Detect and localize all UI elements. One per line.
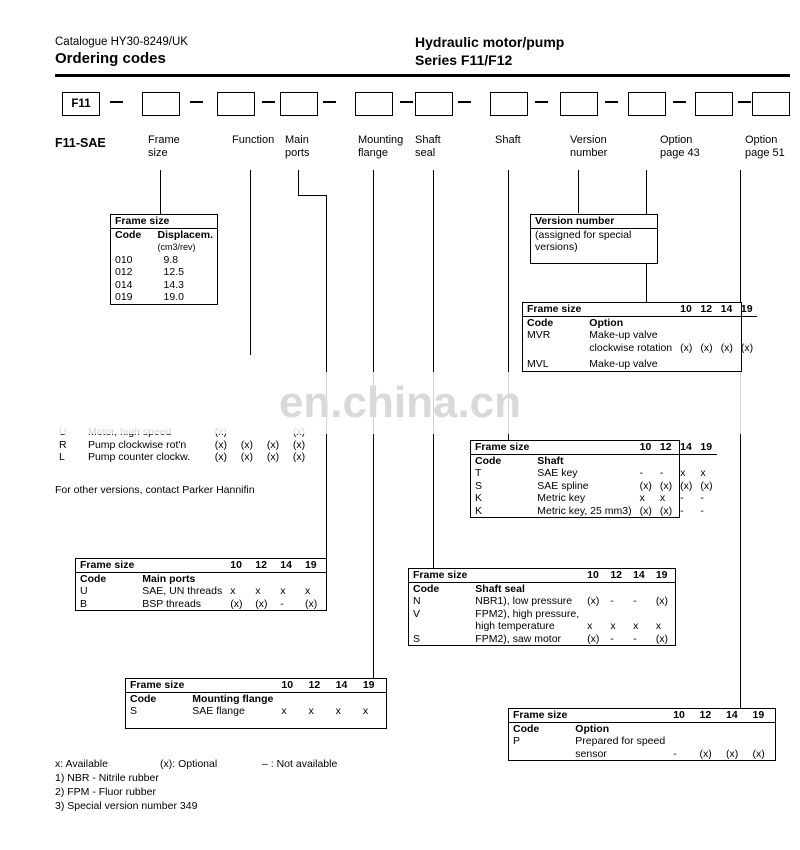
option51-desc-cont: sensor <box>575 747 607 760</box>
mounting-flange-col-code: Code <box>130 692 157 705</box>
option43-desc: Make-up valve <box>589 358 658 370</box>
option43-col-code: Code <box>527 316 554 329</box>
shaft-col-shaft: Shaft <box>537 454 564 467</box>
legend-optional: (x): Optional <box>160 758 218 770</box>
model-label: F11-SAE <box>55 136 106 150</box>
shaft-seal-code: S <box>413 632 421 645</box>
option43-desc: Make-up valve <box>589 329 658 341</box>
size-col-19: 19 <box>748 709 775 722</box>
shaft-seal-desc: FPM2), high pressure, <box>475 607 580 620</box>
cell: - <box>280 597 284 610</box>
code-dash <box>400 101 413 103</box>
code-box-option51-b[interactable] <box>752 92 790 116</box>
function-desc: Pump counter clockw. <box>87 451 191 463</box>
table-row <box>55 439 315 452</box>
shaft-seal-desc-cont: high temperature <box>475 620 555 632</box>
code-box-option51-a[interactable] <box>695 92 733 116</box>
size-col-14: 14 <box>629 569 652 582</box>
table-row <box>471 480 717 493</box>
label-function-l1: Function <box>232 134 275 146</box>
footnote-3: 3) Special version number 349 <box>55 800 198 812</box>
size-col-19: 19 <box>301 559 326 572</box>
page-title: Ordering codes <box>55 50 166 67</box>
table-row <box>509 748 775 761</box>
code-dash <box>323 101 336 103</box>
frame-size-code: 012 <box>115 266 133 278</box>
shaft-code: K <box>475 492 483 504</box>
shaft-desc: Metric key, 25 mm3) <box>537 504 632 517</box>
connector-function <box>250 170 251 355</box>
cell: x <box>281 705 287 717</box>
shaft-title: Frame size <box>471 441 533 454</box>
cell: x <box>700 467 706 479</box>
cell: (x) <box>752 747 765 760</box>
cell: (x) <box>725 747 739 760</box>
code-dash <box>535 101 548 103</box>
mounting-flange-desc: SAE flange <box>192 705 245 717</box>
cell: x <box>587 620 593 632</box>
table-row <box>523 358 757 371</box>
function-code: R <box>59 438 67 451</box>
size-col-12: 12 <box>695 709 722 722</box>
cell: x <box>308 705 314 717</box>
cell: - <box>680 504 684 517</box>
table-row <box>111 254 217 267</box>
footnote-1: 1) NBR - Nitrile rubber <box>55 772 159 784</box>
cell: (x) <box>587 632 600 645</box>
code-dash <box>262 101 275 103</box>
label-option43-l2: page 43 <box>660 147 700 159</box>
label-option51-l1: Option <box>745 134 778 146</box>
shaft-col-code: Code <box>475 454 502 467</box>
cell: (x) <box>700 341 713 354</box>
option43-code: MVR <box>527 329 551 341</box>
version-number-note-2: versions) <box>535 241 578 253</box>
size-col-14: 14 <box>276 559 301 572</box>
table-row <box>111 291 217 304</box>
table-row <box>523 329 757 342</box>
cell: (x) <box>214 438 227 451</box>
frame-size-disp: 14.3 <box>163 278 184 291</box>
shaft-seal-desc: FPM2), saw motor <box>475 632 562 645</box>
mounting-flange-code: S <box>130 705 138 717</box>
table-row <box>76 585 326 598</box>
cell: - <box>659 467 664 479</box>
shaft-seal-table <box>408 568 676 646</box>
cell: (x) <box>214 451 227 463</box>
main-ports-table <box>75 558 327 611</box>
frame-size-disp: 9.8 <box>163 253 179 266</box>
option43-desc-cont: clockwise rotation <box>589 341 673 354</box>
label-version-number-l1: Version <box>570 134 607 146</box>
table-row <box>523 342 757 355</box>
option43-table <box>522 302 754 372</box>
frame-size-disp: 19.0 <box>163 291 184 303</box>
cell: - <box>680 492 684 504</box>
product-series: Series F11/F12 <box>415 52 513 68</box>
code-box-main-ports[interactable] <box>280 92 318 116</box>
label-mounting-flange-l1: Mounting <box>358 134 404 146</box>
size-col-19: 19 <box>696 441 716 454</box>
size-col-12: 12 <box>696 303 716 316</box>
cell: (x) <box>699 747 712 760</box>
cell: x <box>255 585 261 597</box>
cell: (x) <box>680 341 693 354</box>
size-col-10: 10 <box>636 441 656 454</box>
table-row <box>509 735 775 748</box>
size-col-14: 14 <box>676 441 696 454</box>
frame-size-code: 019 <box>115 291 133 303</box>
code-box-mounting-flange[interactable] <box>355 92 393 116</box>
shaft-seal-title: Frame size <box>409 569 471 582</box>
label-frame-size-l2: size <box>148 147 168 159</box>
cell: (x) <box>639 479 652 492</box>
main-ports-desc: SAE, UN threads <box>142 585 223 597</box>
cell: - <box>633 632 637 645</box>
size-col-10: 10 <box>676 303 696 316</box>
cell: x <box>610 620 616 632</box>
size-col-14: 14 <box>717 303 737 316</box>
option51-code: P <box>513 735 521 747</box>
option51-col-name: Option <box>575 722 610 735</box>
cell: (x) <box>292 451 306 463</box>
size-col-10: 10 <box>669 709 695 722</box>
shaft-table <box>470 440 713 518</box>
label-shaft-l1: Shaft <box>495 134 521 146</box>
watermark-text: en.china.cn <box>278 378 522 427</box>
shaft-code: T <box>475 467 482 479</box>
cell: (x) <box>266 451 280 463</box>
cell: (x) <box>304 597 318 610</box>
code-box-shaft[interactable] <box>490 92 528 116</box>
table-row <box>409 620 675 633</box>
cell: (x) <box>266 438 280 451</box>
main-ports-col-code: Code <box>80 572 107 585</box>
header-rule <box>55 74 790 77</box>
shaft-seal-col-name: Shaft seal <box>475 582 525 595</box>
cell: x <box>304 585 311 597</box>
cell: x <box>362 705 369 717</box>
cell: - <box>700 504 704 517</box>
cell: (x) <box>292 438 306 451</box>
catalogue-number: Catalogue HY30-8249/UK <box>55 36 188 48</box>
cell: (x) <box>655 595 669 607</box>
label-shaft-seal-l2: seal <box>415 147 436 159</box>
size-col-14: 14 <box>722 709 749 722</box>
legend-not-available: – : Not available <box>262 758 338 770</box>
size-col-19: 19 <box>652 569 675 582</box>
size-col-12: 12 <box>656 441 676 454</box>
option51-table <box>508 708 776 761</box>
connector-version-number <box>578 170 579 213</box>
product-family: Hydraulic motor/pump <box>415 34 565 50</box>
label-mounting-flange-l2: flange <box>358 147 388 159</box>
shaft-desc: Metric key <box>537 492 586 504</box>
option51-title: Frame size <box>509 709 571 722</box>
table-row <box>409 633 675 646</box>
label-main-ports-l2: ports <box>285 147 310 159</box>
table-row <box>76 598 326 611</box>
size-col-12: 12 <box>606 569 629 582</box>
shaft-desc: SAE key <box>537 467 578 479</box>
frame-size-disp: 12.5 <box>163 266 184 278</box>
connector-main-ports-b <box>298 195 326 196</box>
main-ports-code: U <box>80 585 88 597</box>
cell: x <box>280 585 286 597</box>
option51-col-code: Code <box>513 722 540 735</box>
shaft-seal-desc: NBR1), low pressure <box>475 595 573 607</box>
shaft-seal-code: N <box>413 595 421 607</box>
size-col-10: 10 <box>277 679 304 692</box>
code-box-shaft-seal[interactable] <box>415 92 453 116</box>
cell: x <box>335 705 341 717</box>
cell: x <box>639 492 645 504</box>
table-row <box>471 492 717 505</box>
table-row <box>471 467 717 480</box>
label-version-number-l2: number <box>570 147 608 159</box>
mounting-flange-table <box>125 678 387 729</box>
cell: (x) <box>655 632 669 645</box>
table-row <box>111 279 217 292</box>
shaft-seal-col-code: Code <box>413 582 440 595</box>
cell: (x) <box>230 597 243 610</box>
version-number-note-1: (assigned for special <box>535 228 632 241</box>
cell: (x) <box>240 451 254 463</box>
size-col-10: 10 <box>583 569 606 582</box>
table-row <box>409 608 675 621</box>
code-box-function[interactable] <box>217 92 255 116</box>
frame-size-code: 010 <box>115 253 133 266</box>
option51-desc: Prepared for speed <box>575 735 666 747</box>
frame-size-table-title: Frame size <box>111 215 217 228</box>
size-col-19: 19 <box>737 303 757 316</box>
cell: x <box>633 620 639 632</box>
frame-size-col-code: Code <box>115 228 142 241</box>
table-row <box>471 505 717 518</box>
function-code: L <box>59 451 65 463</box>
frame-size-col-displacement: Displacem. <box>157 228 213 241</box>
footnote-2: 2) FPM - Fluor rubber <box>55 786 156 798</box>
shaft-code: K <box>475 504 483 517</box>
version-number-box <box>530 214 658 264</box>
cell: (x) <box>680 479 693 492</box>
cell: x <box>655 620 662 632</box>
cell: (x) <box>659 504 673 517</box>
shaft-code: S <box>475 479 483 492</box>
legend-available: x: Available <box>55 758 108 770</box>
size-col-10: 10 <box>226 559 251 572</box>
code-dash <box>738 101 751 103</box>
code-dash <box>190 101 203 103</box>
size-col-14: 14 <box>332 679 359 692</box>
cell: (x) <box>255 597 268 610</box>
label-shaft-seal-l1: Shaft <box>415 134 441 146</box>
connector-frame-size <box>160 170 161 214</box>
label-main-ports-l1: Main <box>285 134 309 146</box>
table-row <box>126 705 386 718</box>
shaft-seal-code: V <box>413 607 421 620</box>
mounting-flange-title: Frame size <box>126 679 188 692</box>
connector-option51 <box>740 170 741 710</box>
size-col-19: 19 <box>359 679 386 692</box>
size-col-12: 12 <box>251 559 276 572</box>
code-dash <box>673 101 686 103</box>
code-box-model[interactable]: F11 <box>62 92 100 116</box>
cell: (x) <box>700 479 713 492</box>
other-versions-note: For other versions, contact Parker Hannifin <box>55 484 255 496</box>
main-ports-desc: BSP threads <box>142 597 202 610</box>
cell: (x) <box>639 504 652 517</box>
cell: (x) <box>720 341 733 354</box>
cell: - <box>633 595 637 607</box>
table-row <box>55 451 315 464</box>
cell: (x) <box>659 479 673 492</box>
frame-size-col-unit: (cm3/rev) <box>157 242 196 252</box>
cell: (x) <box>587 595 600 607</box>
code-dash <box>110 101 123 103</box>
label-frame-size-l1: Frame <box>148 134 180 146</box>
main-ports-col-name: Main ports <box>142 572 196 585</box>
label-option51-l2: page 51 <box>745 147 785 159</box>
table-row <box>409 595 675 608</box>
cell: x <box>680 467 686 479</box>
main-ports-title: Frame size <box>76 559 138 572</box>
function-desc: Pump clockwise rot'n <box>87 438 187 451</box>
cell: - <box>610 632 614 645</box>
frame-size-code: 014 <box>115 278 133 291</box>
code-box-option43[interactable] <box>628 92 666 116</box>
code-dash <box>605 101 618 103</box>
cell: - <box>700 492 704 504</box>
size-col-12: 12 <box>305 679 332 692</box>
code-box-frame-size[interactable] <box>142 92 180 116</box>
cell: - <box>610 595 614 607</box>
option43-title: Frame size <box>523 303 585 316</box>
cell: - <box>673 747 677 760</box>
connector-main-ports-a <box>298 170 299 195</box>
cell: (x) <box>740 341 754 354</box>
mounting-flange-col-name: Mounting flange <box>192 692 274 705</box>
cell: (x) <box>240 438 254 451</box>
shaft-desc: SAE spline <box>537 479 589 492</box>
table-row <box>111 266 217 279</box>
frame-size-table <box>110 214 218 305</box>
main-ports-code: B <box>80 597 88 610</box>
code-box-version-number[interactable] <box>560 92 598 116</box>
version-number-title: Version number <box>531 215 657 228</box>
code-dash <box>458 101 471 103</box>
cell: - <box>639 467 644 479</box>
label-option43-l1: Option <box>660 134 693 146</box>
option43-code: MVL <box>527 358 549 370</box>
option43-col-option: Option <box>589 316 624 329</box>
cell: x <box>659 492 666 504</box>
cell: x <box>230 585 236 597</box>
